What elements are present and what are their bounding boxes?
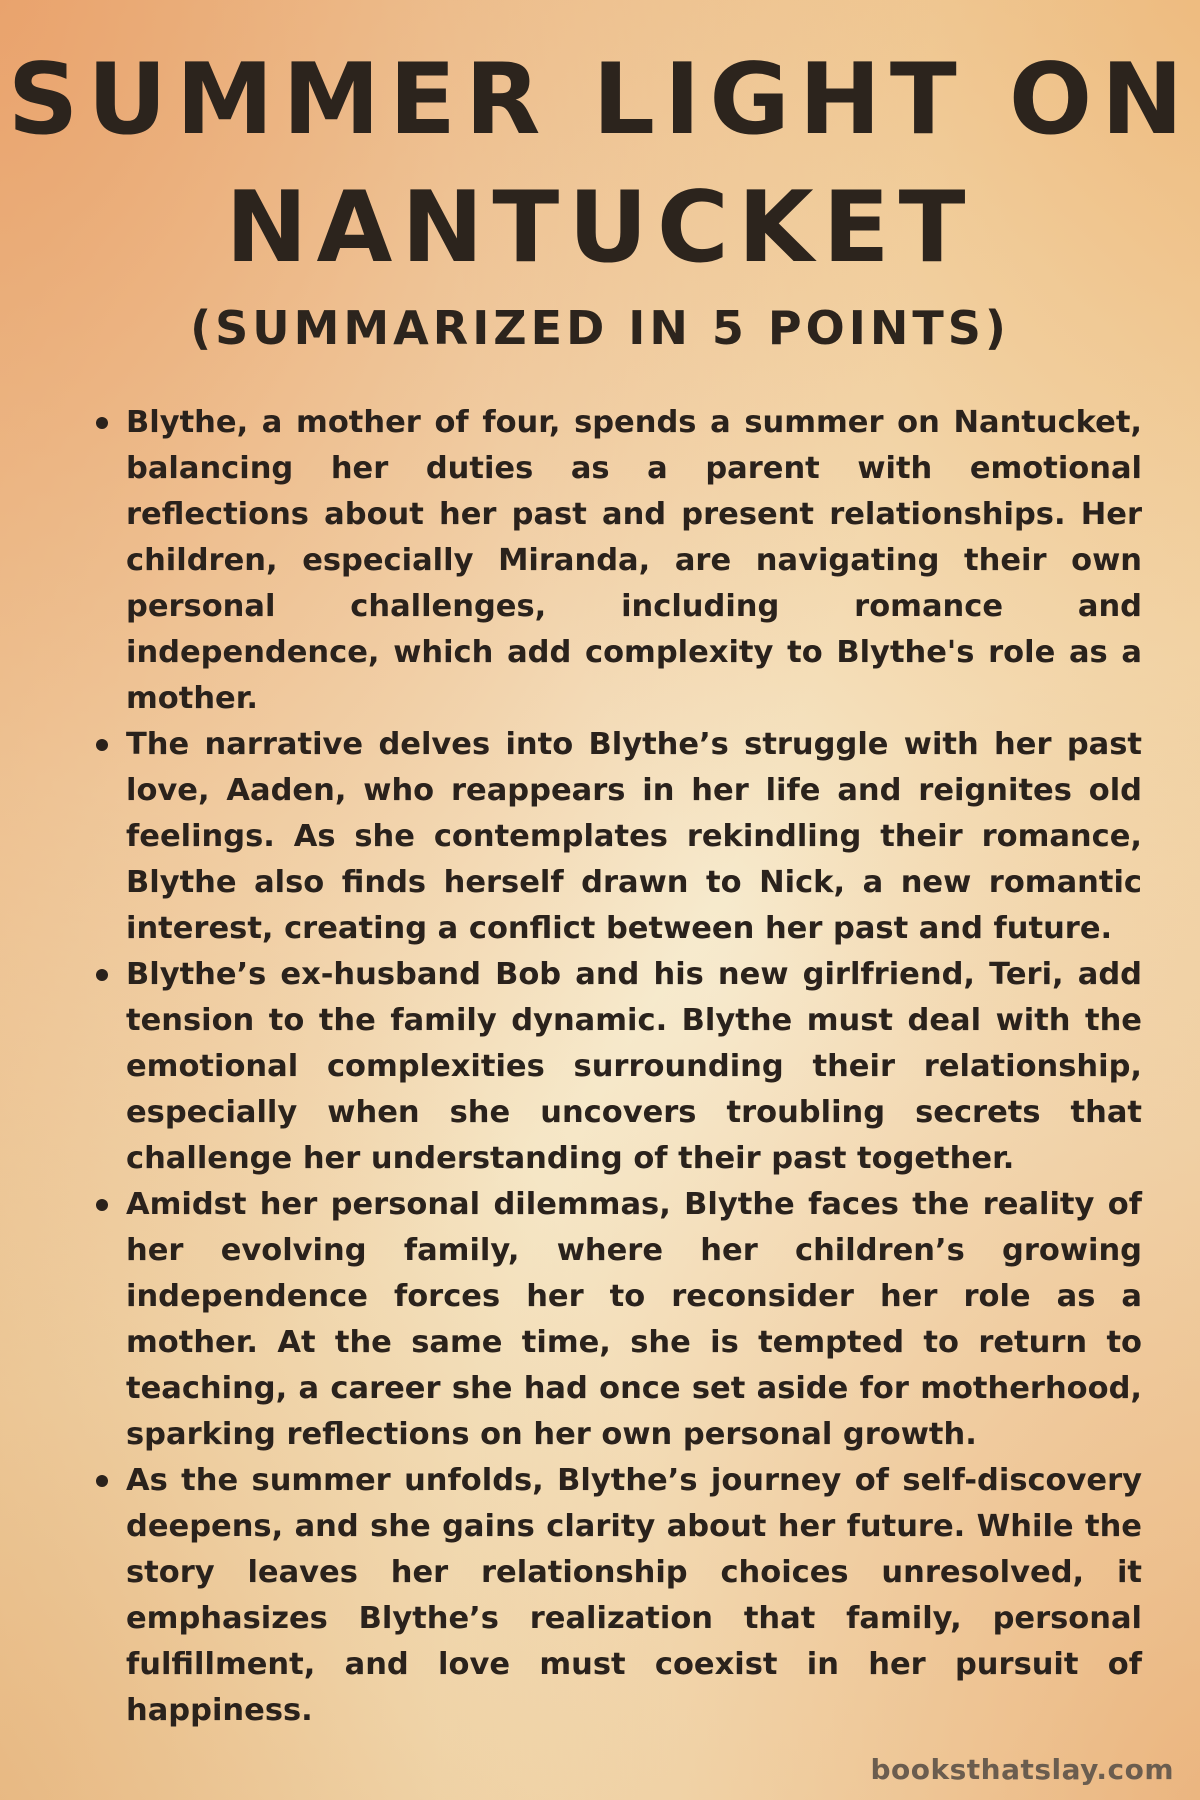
bullet-icon xyxy=(96,969,108,981)
book-title xyxy=(0,0,1200,292)
bullet-icon xyxy=(96,1475,108,1487)
summary-points-list xyxy=(96,400,1142,1734)
bullet-icon xyxy=(96,739,108,751)
summary-point-3 xyxy=(96,952,1142,1182)
book-title-line-1: SUMMER LIGHT ON xyxy=(7,43,1193,157)
summary-point-text: Blythe, a mother of four, spends a summer on Nantucket, balancing her duties as a parent with emotional reflections about her past and present relationships. Her children, especially Miranda, are navigating their own personal challenges, including romance and independence, which add complexity to Blythe's role as a mother. xyxy=(126,405,1142,716)
summary-point-text: Blythe’s ex-husband Bob and his new girlfriend, Teri, add tension to the family dynamic. Blythe must deal with the emotional complexities surrounding their relationship, especially when she uncovers troubling secrets that challenge her understanding of their past together. xyxy=(126,957,1142,1176)
summary-point-text: As the summer unfolds, Blythe’s journey of self-discovery deepens, and she gains clarity about her future. While the story leaves her relationship choices unresolved, it emphasizes Blythe’s realization that family, personal fulfillment, and love must coexist in her pursuit of happiness. xyxy=(126,1463,1142,1728)
summary-point-4 xyxy=(96,1182,1142,1458)
summary-point-2 xyxy=(96,722,1142,952)
subtitle: (SUMMARIZED IN 5 POINTS) xyxy=(190,301,1010,355)
bullet-icon xyxy=(96,417,108,429)
bullet-icon xyxy=(96,1199,108,1211)
site-watermark: booksthatslay.com xyxy=(870,1753,1174,1786)
summary-point-5 xyxy=(96,1458,1142,1734)
summary-point-1 xyxy=(96,400,1142,722)
summary-point-text: The narrative delves into Blythe’s struggle with her past love, Aaden, who reappears in her life and reignites old feelings. As she contemplates rekindling their romance, Blythe also finds herself drawn to Nick, a new romantic interest, creating a conflict between her past and future. xyxy=(126,727,1142,946)
summary-point-text: Amidst her personal dilemmas, Blythe faces the reality of her evolving family, where her children’s growing independence forces her to reconsider her role as a mother. At the same time, she is tempted to return to teaching, a career she had once set aside for motherhood, sparking reflections on her own personal growth. xyxy=(126,1187,1142,1452)
book-title-line-2: NANTUCKET xyxy=(225,171,975,285)
